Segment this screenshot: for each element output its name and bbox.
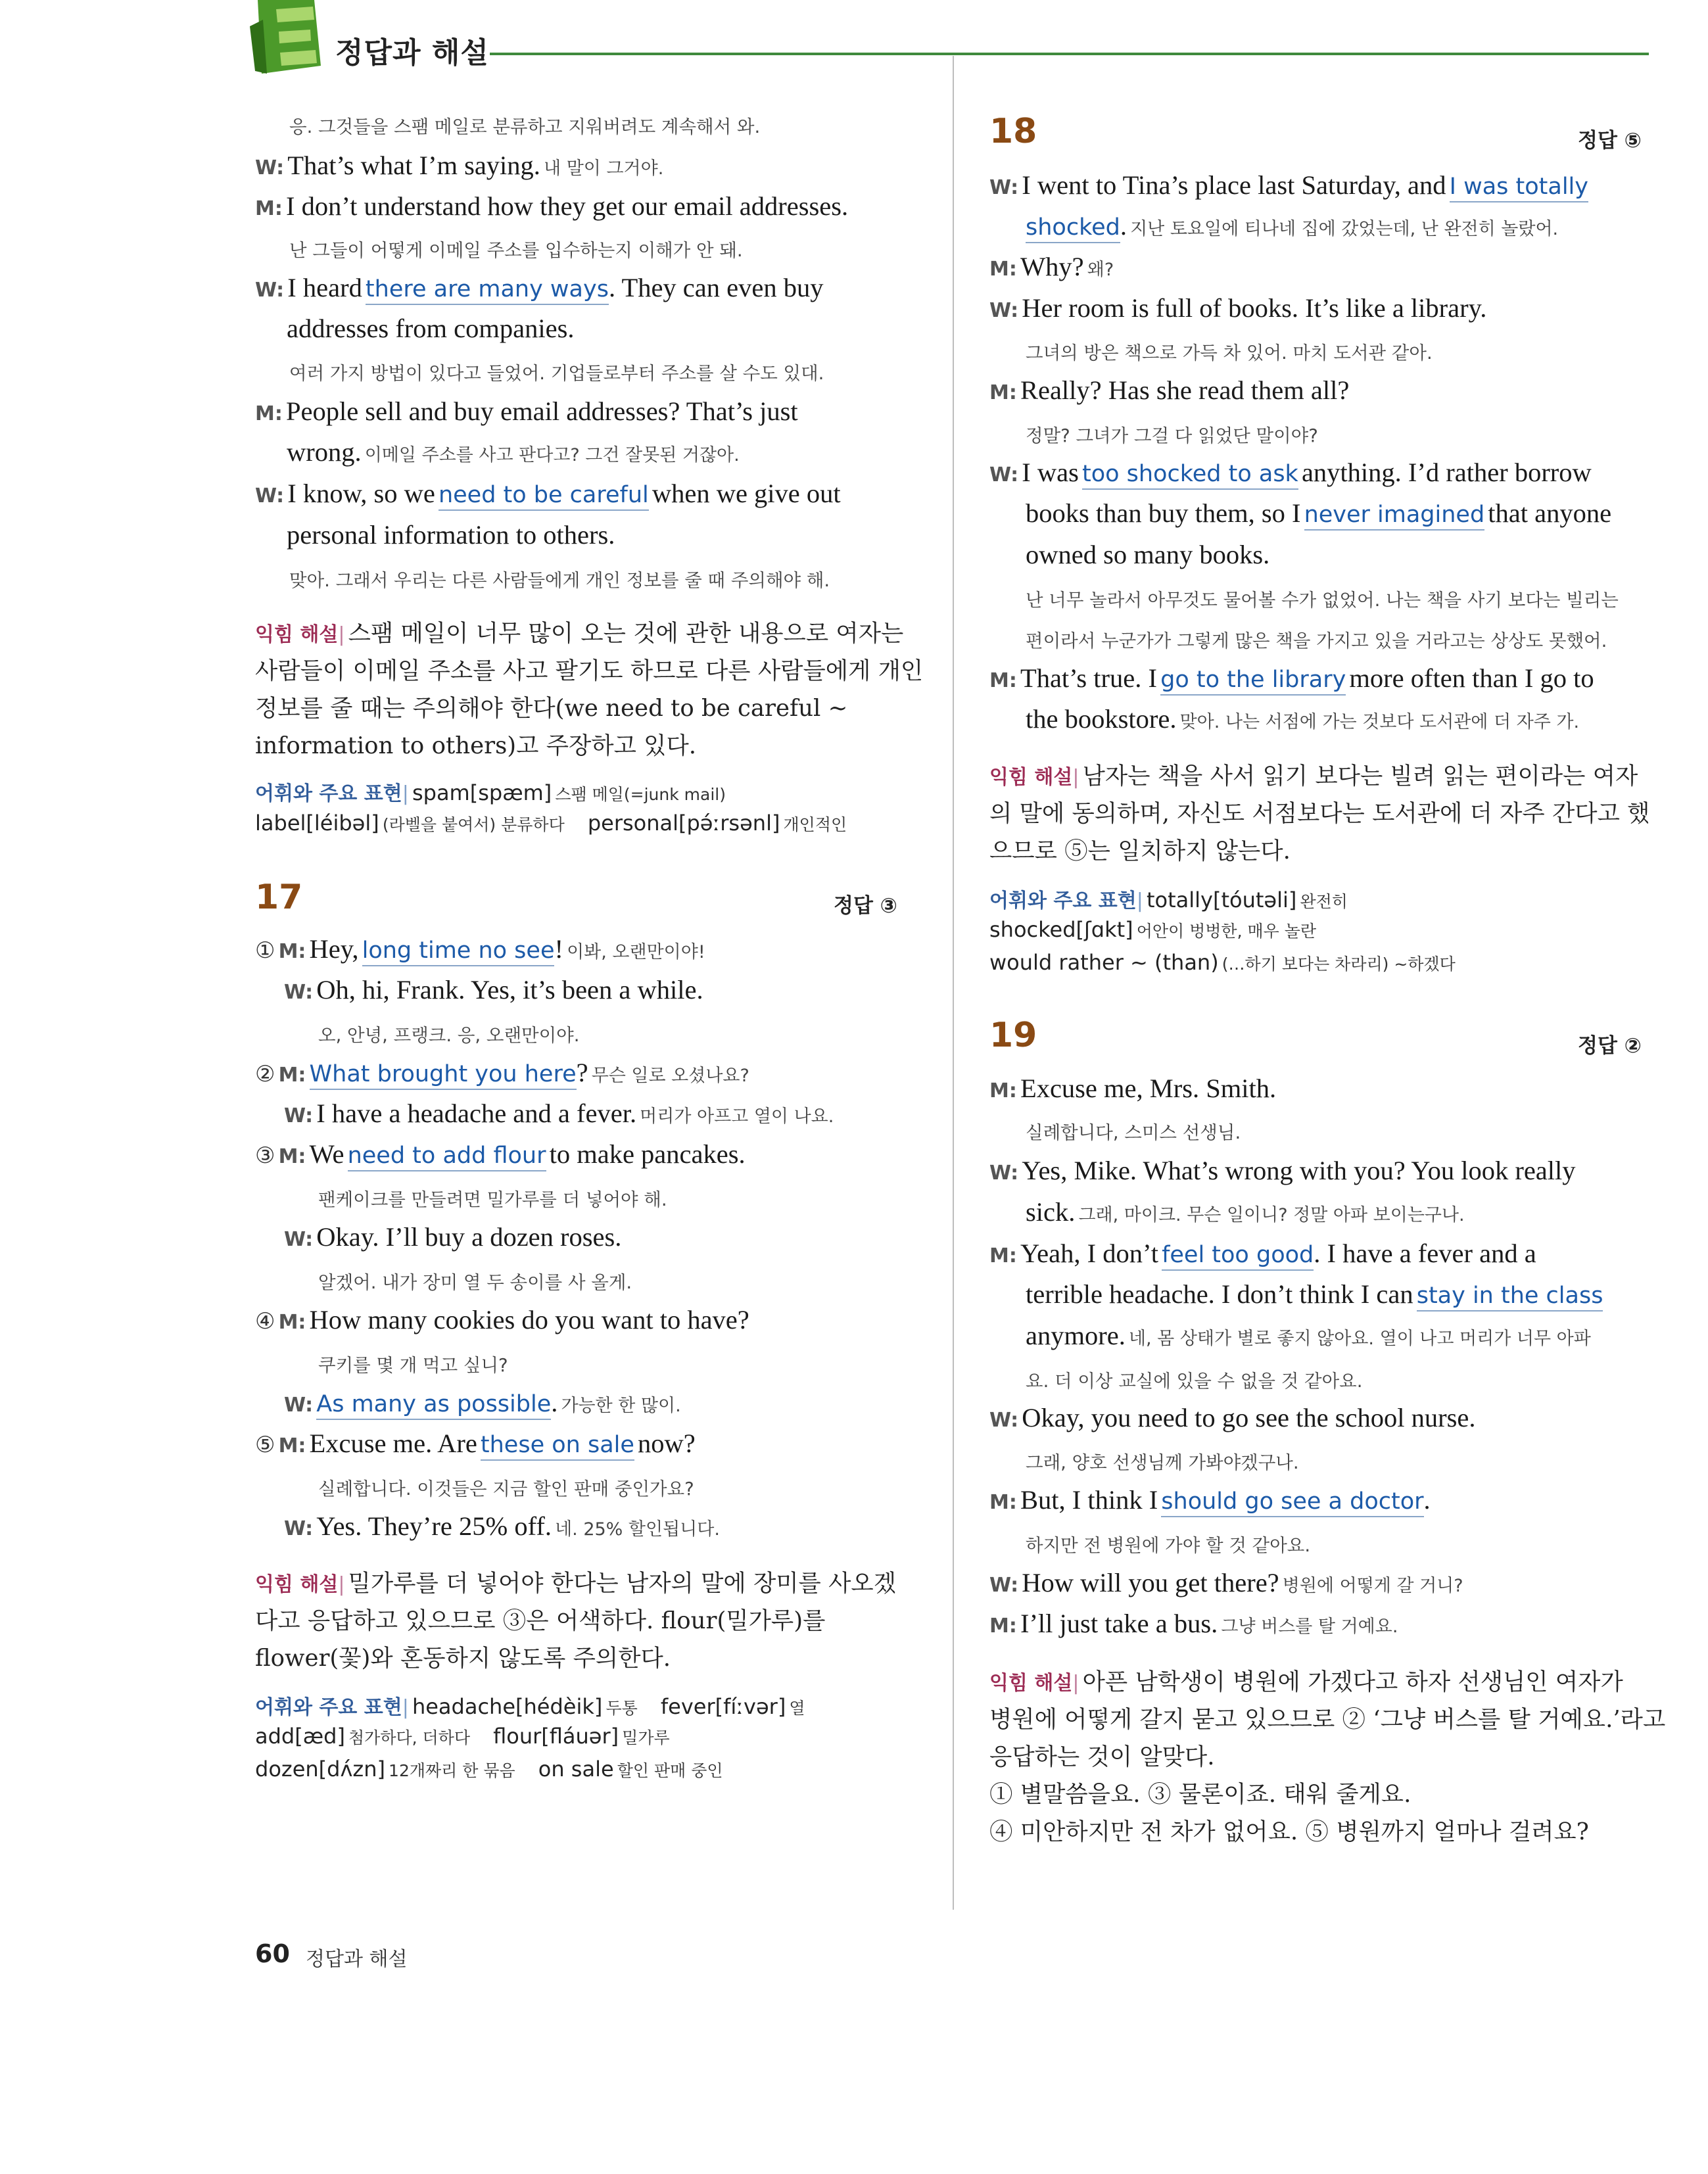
dialogue-line: W: Okay. I’ll buy a dozen roses. — [284, 1222, 622, 1252]
answer-blank: I was totally — [1450, 174, 1588, 202]
vocabulary-label: 어휘와 주요 표현 — [255, 782, 402, 805]
question-number: 17 — [255, 878, 303, 917]
dialogue-line: ⑤ M: Excuse me. Are these on sale now? — [255, 1428, 696, 1459]
dialogue-continuation: personal information to others. — [287, 520, 615, 550]
dialogue-line: W: Yes, Mike. What’s wrong with you? You look really — [989, 1156, 1576, 1185]
vocabulary-line: shocked[ʃɑkt] 어안이 벙벙한, 매우 놀란 — [989, 917, 1317, 942]
dialogue-continuation: the bookstore. 맞아. 나는 서점에 가는 것보다 도서관에 더 자주 가. — [1026, 704, 1580, 734]
question-number: 19 — [989, 1016, 1037, 1055]
korean-translation: 정말? 그녀가 그걸 다 읽었단 말이야? — [1026, 425, 1318, 446]
korean-translation: 여러 가지 방법이 있다고 들었어. 기업들로부터 주소를 살 수도 있대. — [289, 363, 824, 384]
dialogue-continuation: sick. 그래, 마이크. 무슨 일이니? 정말 아파 보이는구나. — [1026, 1197, 1465, 1227]
dialogue-line: M: I don’t understand how they get our email addresses. — [255, 191, 849, 221]
dialogue-line: W: How will you get there? 병원에 어떻게 갈 거니? — [989, 1568, 1463, 1597]
answer-blank: there are many ways — [366, 276, 609, 305]
explanation-line: ④ 미안하지만 전 차가 없어요. ⑤ 병원까지 얼마나 걸려요? — [989, 1818, 1589, 1845]
dialogue-continuation: wrong. 이메일 주소를 사고 판다고? 그건 잘못된 거잖아. — [287, 437, 740, 467]
explanation-line: 병원에 어떻게 갈지 묻고 있으므로 ② ‘그냥 버스를 탈 거예요.’라고 — [989, 1706, 1666, 1733]
dialogue-line: W: I have a headache and a fever. 머리가 아프고 열이 나요. — [284, 1099, 834, 1128]
dialogue-continuation: shocked. 지난 토요일에 티나네 집에 갔었는데, 난 완전히 놀랐어. — [1026, 210, 1558, 241]
answer-blank: stay in the class — [1417, 1283, 1603, 1311]
answer-label: 정답 ⑤ — [1578, 129, 1642, 153]
dialogue-line: W: Yes. They’re 25% off. 네. 25% 할인됩니다. — [284, 1511, 720, 1541]
answer-label: 정답 ② — [1578, 1034, 1642, 1058]
dialogue-line: M: Excuse me, Mrs. Smith. — [989, 1074, 1277, 1103]
explanation-label: 익힘 해설 — [255, 623, 339, 646]
dialogue-line: M: Yeah, I don’t feel too good. I have a fever and a — [989, 1238, 1536, 1269]
explanation-label: 익힘 해설 — [255, 1573, 339, 1596]
explanation-label: 익힘 해설 — [989, 1672, 1073, 1695]
explanation-line: 익힘 해설| 밀가루를 더 넣어야 한다는 남자의 말에 장미를 사오겠 — [255, 1570, 897, 1597]
answer-blank: never imagined — [1304, 502, 1485, 531]
korean-translation: 쿠키를 몇 개 먹고 싶니? — [318, 1355, 508, 1376]
vocabulary-line: would rather ~ (than) (…하기 보다는 차라리) ~하겠다 — [989, 950, 1456, 975]
dialogue-continuation: anymore. 네, 몸 상태가 별로 좋지 않아요. 열이 나고 머리가 너무 아파 — [1026, 1321, 1591, 1350]
answer-blank: need to be careful — [439, 482, 649, 511]
answer-label: 정답 ③ — [834, 894, 897, 918]
korean-translation: 하지만 전 병원에 가야 할 것 같아요. — [1026, 1535, 1311, 1556]
korean-translation: 그래, 양호 선생님께 가봐야겠구나. — [1026, 1452, 1299, 1473]
explanation-line: 사람들이 이메일 주소를 사고 팔기도 하므로 다른 사람들에게 개인 — [255, 657, 924, 684]
vocabulary-line: dozen[dʌ́zn] 12개짜리 한 묶음 on sale 할인 판매 중인 — [255, 1757, 723, 1782]
korean-translation: 알겠어. 내가 장미 열 두 송이를 사 올게. — [318, 1272, 632, 1293]
dialogue-line: ③ M: We need to add flour to make pancakes. — [255, 1139, 746, 1170]
korean-translation: 편이라서 누군가가 그렇게 많은 책을 가지고 있을 거라고는 상상도 못했어. — [1026, 630, 1607, 651]
explanation-line: 익힘 해설| 스팸 메일이 너무 많이 오는 것에 관한 내용으로 여자는 — [255, 620, 904, 647]
dialogue-continuation: owned so many books. — [1026, 540, 1270, 569]
korean-translation: 응. 그것들을 스팸 메일로 분류하고 지워버려도 계속해서 와. — [289, 116, 761, 137]
answer-blank: go to the library — [1160, 667, 1346, 696]
korean-translation: 요. 더 이상 교실에 있을 수 없을 것 같아요. — [1026, 1371, 1363, 1392]
dialogue-line: W: As many as possible. 가능한 한 많이. — [284, 1387, 681, 1418]
answer-blank: should go see a doctor — [1161, 1488, 1423, 1517]
explanation-line: information to others)고 주장하고 있다. — [255, 732, 697, 759]
korean-translation: 그녀의 방은 책으로 가득 차 있어. 마치 도서관 같아. — [1026, 343, 1433, 364]
explanation-line: 정보를 줄 때는 주의해야 한다(we need to be careful ~ — [255, 695, 848, 722]
answer-blank: As many as possible — [316, 1391, 551, 1420]
dialogue-line: M: Why? 왜? — [989, 252, 1114, 281]
page-number: 60 — [255, 1939, 290, 1968]
korean-translation: 오, 안녕, 프랭크. 응, 오랜만이야. — [318, 1025, 580, 1046]
answer-blank: these on sale — [481, 1432, 634, 1461]
footer-label: 정답과 해설 — [306, 1948, 408, 1971]
dialogue-continuation: books than buy them, so I never imagined that anyone — [1026, 498, 1611, 529]
column-divider — [953, 56, 954, 1910]
vocabulary-line: add[æd] 첨가하다, 더하다 flour[fláuər] 밀가루 — [255, 1724, 670, 1749]
explanation-line: 으므로 ⑤는 일치하지 않는다. — [989, 838, 1291, 864]
vocabulary-label: 어휘와 주요 표현 — [255, 1696, 402, 1719]
dialogue-line: M: I’ll just take a bus. 그냥 버스를 탈 거예요. — [989, 1609, 1398, 1638]
vocabulary-line: 어휘와 주요 표현| headache[hédèik] 두통 fever[fíːvər] 열 — [255, 1694, 805, 1719]
answer-blank: feel too good — [1162, 1242, 1314, 1271]
korean-translation: 팬케이크를 만들려면 밀가루를 더 넣어야 해. — [318, 1189, 667, 1210]
dialogue-line: W: I know, so we need to be careful when we give out — [255, 478, 841, 509]
header-rule — [490, 53, 1649, 55]
vocabulary-line: 어휘와 주요 표현| spam[spæm] 스팸 메일(=junk mail) — [255, 780, 726, 805]
dialogue-line: W: Oh, hi, Frank. Yes, it’s been a while. — [284, 975, 703, 1004]
korean-translation: 난 그들이 어떻게 이메일 주소를 입수하는지 이해가 안 돼. — [289, 240, 743, 261]
explanation-line: flower(꽃)와 혼동하지 않도록 주의한다. — [255, 1645, 671, 1672]
dialogue-line: M: That’s true. I go to the library more often than I go to — [989, 663, 1594, 694]
explanation-line: 의 말에 동의하며, 자신도 서점보다는 도서관에 더 자주 간다고 했 — [989, 800, 1650, 827]
vocabulary-line: label[léibəl] (라벨을 붙여서) 분류하다 personal[pə́ːrsənl] 개인적인 — [255, 811, 847, 836]
answer-blank: long time no see — [362, 937, 555, 966]
korean-translation: 난 너무 놀라서 아무것도 물어볼 수가 없었어. 나는 책을 사기 보다는 빌리는 — [1026, 590, 1619, 611]
explanation-line: ① 별말씀을요. ③ 물론이죠. 태워 줄게요. — [989, 1781, 1411, 1808]
korean-translation: 실례합니다. 이것들은 지금 할인 판매 중인가요? — [318, 1478, 694, 1500]
korean-translation: 맞아. 그래서 우리는 다른 사람들에게 개인 정보를 줄 때 주의해야 해. — [289, 570, 830, 591]
dialogue-line: ① M: Hey, long time no see! 이봐, 오랜만이야! — [255, 933, 705, 964]
explanation-line: 응답하는 것이 알맞다. — [989, 1743, 1215, 1770]
question-number: 18 — [989, 112, 1037, 151]
explanation-line: 익힘 해설| 아픈 남학생이 병원에 가겠다고 하자 선생님인 여자가 — [989, 1668, 1623, 1695]
dialogue-line: W: Okay, you need to go see the school nurse. — [989, 1403, 1476, 1432]
dialogue-line: M: Really? Has she read them all? — [989, 375, 1350, 405]
explanation-label: 익힘 해설 — [989, 766, 1073, 789]
answer-blank: too shocked to ask — [1082, 461, 1298, 490]
dialogue-line: W: Her room is full of books. It’s like a library. — [989, 293, 1487, 323]
answer-blank: need to add flour — [348, 1143, 546, 1171]
dialogue-line: W: I went to Tina’s place last Saturday, and I was totally — [989, 170, 1588, 201]
dialogue-line: ④ M: How many cookies do you want to have? — [255, 1305, 749, 1335]
header-title: 정답과 해설 — [335, 36, 489, 70]
answer-blank: shocked — [1026, 214, 1120, 243]
answer-blank: What brought you here — [310, 1061, 577, 1090]
dialogue-line: M: But, I think I should go see a doctor. — [989, 1484, 1431, 1515]
section-logo-icon — [250, 0, 329, 76]
dialogue-line: W: That’s what I’m saying. 내 말이 그거야. — [255, 151, 664, 180]
dialogue-line: M: People sell and buy email addresses? That’s just — [255, 396, 798, 426]
dialogue-line: W: I heard there are many ways. They can even buy — [255, 272, 823, 303]
dialogue-line: ② M: What brought you here? 무슨 일로 오셨나요? — [255, 1057, 749, 1088]
explanation-line: 익힘 해설| 남자는 책을 사서 읽기 보다는 빌려 읽는 편이라는 여자 — [989, 763, 1638, 790]
explanation-line: 다고 응답하고 있으므로 ③은 어색하다. flour(밀가루)를 — [255, 1607, 826, 1634]
vocabulary-label: 어휘와 주요 표현 — [989, 889, 1137, 912]
dialogue-line: W: I was too shocked to ask anything. I’d rather borrow — [989, 457, 1592, 488]
dialogue-continuation: terrible headache. I don’t think I can stay in the class — [1026, 1279, 1603, 1310]
dialogue-continuation: addresses from companies. — [287, 314, 575, 343]
korean-translation: 실례합니다, 스미스 선생님. — [1026, 1122, 1241, 1143]
vocabulary-line: 어휘와 주요 표현| totally[tóutəli] 완전히 — [989, 887, 1348, 912]
